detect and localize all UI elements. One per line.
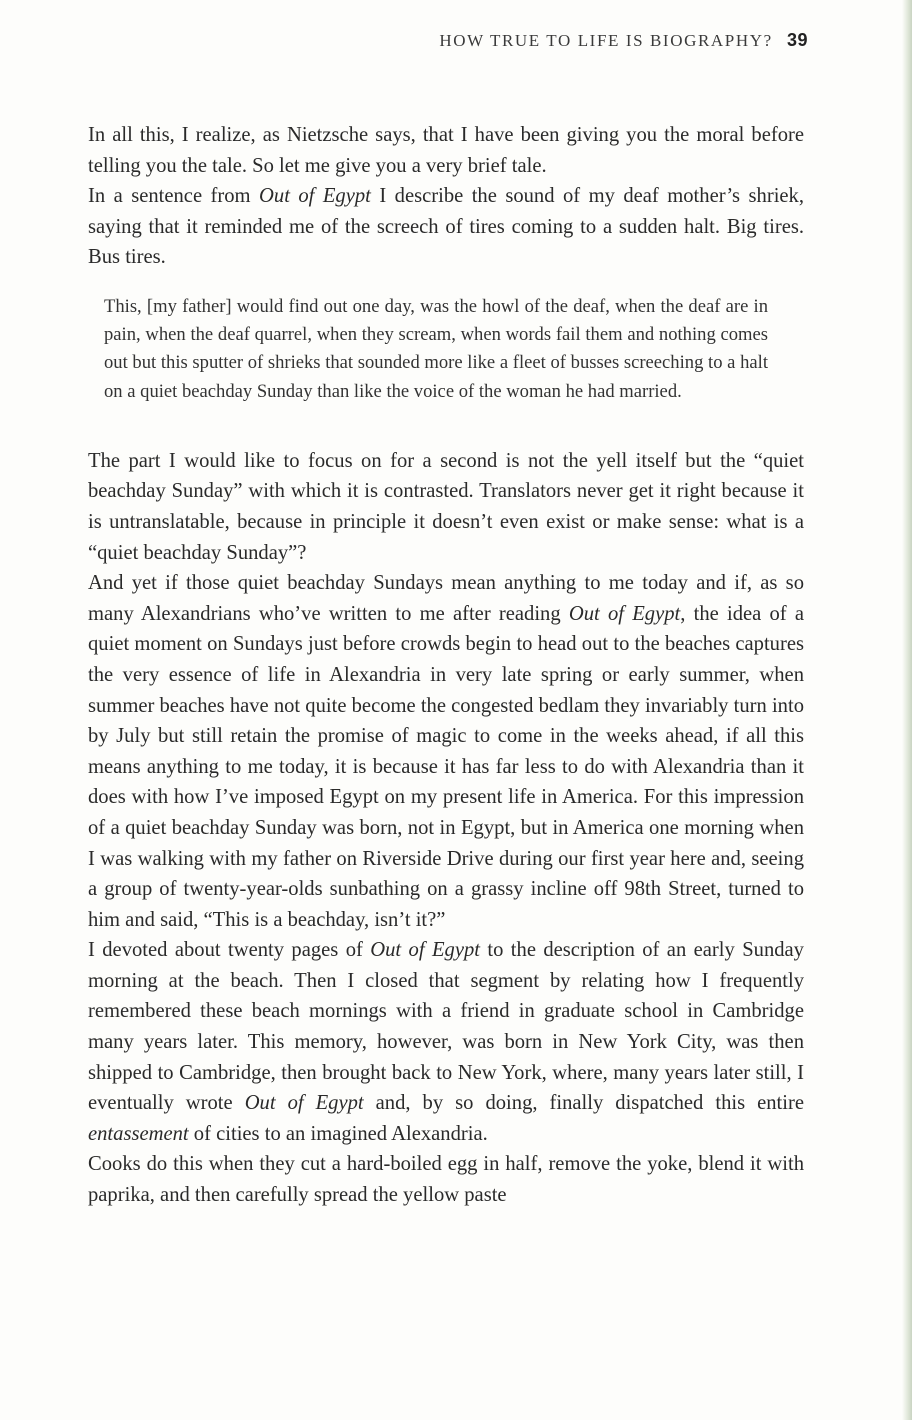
paragraph-3-text: The part I would like to focus on for a second is not the yell itself but the “quiet beachday Sunday” with which it is contrasted. Translators never get it right because it is untranslatable, because in principle it doesn’t even exist or make sense: what is a “quiet beachday Sunday”? — [88, 449, 804, 564]
paragraph-4-text-b: , the idea of a quiet moment on Sundays just before crowds begin to head out to the beaches captures the very essence of life in Alexandria in very late spring or early summer, when summer beaches have not quite become the congested bedlam they invariably turn into by July but still retain the promise of magic to come in the weeks ahead, if all this means anything to me today, it is because it has far less to do with Alexandria than it does with how I’ve imposed Egypt on my present life in America. For this impression of a quiet beachday Sunday was born, not in Egypt, but in America one morning when I was walking with my father on Riverside Drive during our first year here and, seeing a group of twenty-year-olds sunbathing on a grassy incline off 98th Street, turned to him and said, “This is a beachday, isn’t it?” — [88, 602, 804, 931]
paragraph-5-text-c: and, by so doing, finally dispatched this entire — [363, 1092, 804, 1115]
foreign-term-italic: entassement — [88, 1122, 189, 1145]
book-title-italic: Out of Egypt — [568, 602, 681, 625]
paragraph-5 — [88, 935, 804, 1149]
paragraph-5-text-b: to the description of an early Sunday morning at the beach. Then I closed that segment by relating how I frequently remembered these beach mornings with a friend in graduate school in Cambridge many years later. This memory, however, was born in New York City, was then shipped to Cambridge, then brought back to New York, where, many years later still, I eventually wrote — [88, 939, 804, 1115]
paragraph-2-text-a: In a sentence from — [88, 185, 260, 208]
paragraph-6 — [88, 1149, 804, 1210]
paragraph-3 — [88, 446, 804, 568]
paragraph-2 — [88, 181, 804, 273]
body-text — [88, 120, 804, 1211]
paragraph-4-text-a: And yet if those quiet beachday Sundays mean anything to me today and if, as so many Alexandrians who’ve written to me after reading — [88, 572, 804, 625]
book-title-italic: Out of Egypt — [259, 185, 371, 208]
block-quote: This, [my father] would find out one day, was the howl of the deaf, when the deaf are in pain, when the deaf quarrel, when they scream, when words fail them and nothing comes out but this sputter of shrieks that sounded more like a fleet of busses screeching to a halt on a quiet beachday Sunday than like the voice of the woman he had married. — [104, 295, 768, 402]
paragraph-5-text-d: of cities to an imagined Alexandria. — [188, 1122, 488, 1145]
paragraph-1-text: In all this, I realize, as Nietzsche says, that I have been giving you the moral before telling you the tale. So let me give you a very brief tale. — [88, 124, 804, 177]
paragraph-6-text: Cooks do this when they cut a hard-boiled egg in half, remove the yoke, blend it with paprika, and then carefully spread the yellow paste — [88, 1153, 804, 1207]
paragraph-1 — [88, 120, 804, 181]
running-header — [439, 30, 808, 52]
running-header-title: HOW TRUE TO LIFE IS BIOGRAPHY? — [439, 31, 773, 50]
paragraph-4 — [88, 568, 804, 935]
page-number: 39 — [786, 30, 808, 50]
book-title-italic: Out of Egypt — [370, 939, 480, 962]
page-edge-shadow — [902, 0, 912, 1420]
book-title-italic: Out of Egypt — [244, 1092, 364, 1115]
paragraph-2-text-b: I describe the sound of my deaf mother’s shriek, saying that it reminded me of the screech of tires coming to a sudden halt. Big tires. Bus tires. — [88, 185, 804, 269]
paragraph-5-text-a: I devoted about twenty pages of — [88, 939, 371, 962]
